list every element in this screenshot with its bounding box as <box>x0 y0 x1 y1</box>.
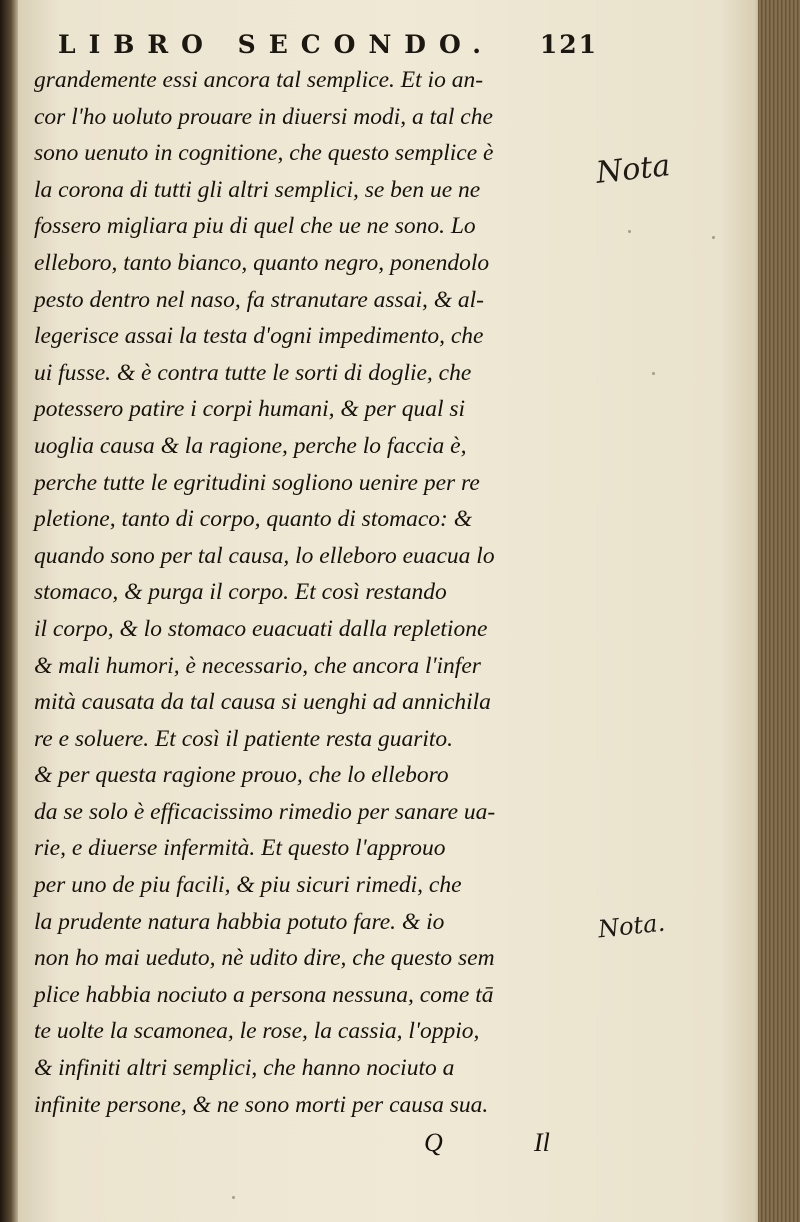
paper-speck <box>652 372 655 375</box>
text-line: fossero migliara piu di quel che ue ne sono. Lo <box>34 213 476 240</box>
text-line: la prudente natura habbia potuto fare. & io <box>34 908 445 935</box>
paper-speck <box>232 1196 235 1199</box>
text-line: re e soluere. Et così il patiente resta guarito. <box>34 725 454 752</box>
text-line: pesto dentro nel naso, fa stranutare assai, & al- <box>34 286 484 313</box>
text-line: cor l'ho uoluto prouare in diuersi modi, a tal che <box>34 103 493 130</box>
text-line: ui fusse. & è contra tutte le sorti di doglie, che <box>34 359 472 386</box>
text-line: sono uenuto in cognitione, che questo semplice è <box>34 140 494 167</box>
text-line: potessero patire i corpi humani, & per qual si <box>34 396 466 423</box>
signature-mark: Q <box>424 1128 443 1157</box>
text-line: pletione, tanto di corpo, quanto di stomaco: & <box>34 506 472 533</box>
text-line: non ho mai ueduto, nè udito dire, che questo sem <box>34 945 495 972</box>
text-line: & mali humori, è necessario, che ancora l'infer <box>34 652 481 679</box>
text-line: & per questa ragione prouo, che lo elleboro <box>34 762 449 789</box>
text-line: legerisce assai la testa d'ogni impedimento, che <box>34 323 484 350</box>
text-line: stomaco, & purga il corpo. Et così restando <box>34 579 447 606</box>
header-title: LIBRO SECONDO. <box>58 30 494 59</box>
paper-speck <box>628 230 631 233</box>
text-line: rie, e diuerse infermità. Et questo l'approuo <box>34 835 446 862</box>
text-line: per uno de piu facili, & piu sicuri rimedi, che <box>34 872 462 899</box>
text-line: mità causata da tal causa si uenghi ad annichila <box>34 689 491 716</box>
text-line: elleboro, tanto bianco, quanto negro, ponendolo <box>34 249 490 276</box>
page-number: 121 <box>539 30 598 59</box>
text-line: il corpo, & lo stomaco euacuati dalla repletione <box>34 615 488 642</box>
fore-edge-of-book <box>758 0 800 1222</box>
text-line: plice habbia nociuto a persona nessuna, come tā <box>34 981 494 1008</box>
text-line: da se solo è efficacissimo rimedio per sanare ua- <box>34 798 496 825</box>
text-line: & infiniti altri semplici, che hanno nociuto a <box>34 1055 455 1082</box>
text-line: grandemente essi ancora tal semplice. Et io an- <box>34 67 484 93</box>
gutter-shadow <box>0 0 18 1222</box>
catchword-area <box>424 1128 584 1168</box>
margin-note: Nota <box>594 148 672 191</box>
body-text <box>34 62 596 1123</box>
text-line: perche tutte le egritudini sogliono uenire per re <box>34 469 480 496</box>
running-header <box>58 24 604 64</box>
text-line: la corona di tutti gli altri semplici, se ben ue ne <box>34 176 481 203</box>
text-line: uoglia causa & la ragione, perche lo faccia è, <box>34 432 467 459</box>
text-line: infinite persone, & ne sono morti per causa sua. <box>34 1091 489 1118</box>
paper-speck <box>712 236 715 239</box>
text-line: quando sono per tal causa, lo elleboro euacua lo <box>34 542 495 569</box>
catchword: Il <box>534 1128 550 1157</box>
margin-note: Nota. <box>596 908 667 944</box>
text-line: te uolte la scamonea, le rose, la cassia, l'oppio, <box>34 1018 480 1045</box>
